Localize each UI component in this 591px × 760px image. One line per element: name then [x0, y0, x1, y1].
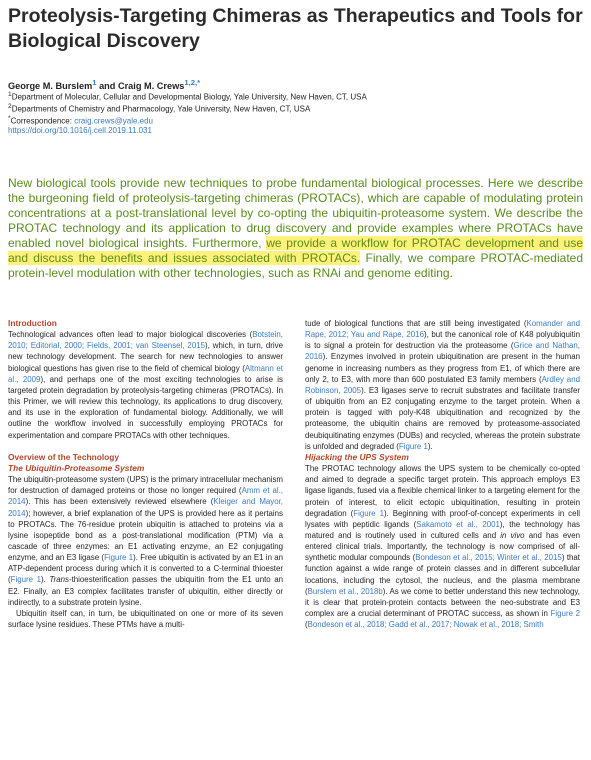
figure-link[interactable]: Figure 1	[104, 553, 134, 563]
citation-link[interactable]: Burslem et al., 2018b	[307, 586, 383, 596]
summary-text: Finally, we compare PROTAC-mediated protein-level modulation with other technologies, such as RNAi and genome editing.	[8, 251, 583, 280]
figure-link[interactable]: Figure 2	[550, 609, 580, 619]
citation-link[interactable]: Altmann et al., 2009	[8, 363, 283, 384]
italic-text: in vivo	[500, 530, 525, 540]
citation-link[interactable]: Bondeson et al., 2015; Winter et al., 2015	[415, 553, 562, 563]
highlighted-text: we provide a workflow for PROTAC development and use and discuss the benefits and issues associated with PROTACs.	[8, 236, 583, 265]
body-text: tude of biological functions that are still being investigated (	[305, 319, 527, 328]
affiliation-mark: 2	[8, 103, 12, 110]
affiliation-text: Department of Molecular, Cellular and Developmental Biology, Yale University, New Haven, CT, USA	[11, 92, 367, 102]
affiliation-text: Departments of Chemistry and Pharmacology, Yale University, New Haven, CT, USA	[11, 104, 311, 114]
article-title: Proteolysis-Targeting Chimeras as Therapeutics and Tools for Biological Discovery	[8, 5, 583, 52]
body-text: (	[305, 620, 308, 630]
body-text: ), which, in turn, drive new technology development. The search for new technologies to answer biological questions has given rise to the field of chemical biology (	[8, 341, 283, 373]
citation-link[interactable]: Botstein, 2010; Editorial, 2000; Fields, 2001; van Steensel, 2015	[8, 330, 283, 351]
author-affiliation-mark: 1	[92, 78, 97, 87]
author-affiliation-mark: 1,2,*	[184, 78, 201, 87]
body-text: ). E3 ligases serve to recruit substrates and facilitate transfer of ubiquitin from an E2 conjugating enzyme to the target protein. When a protein is tagged with poly-K48 ubiquitination and recognized by the proteasome, the ubiquitin chains are removed by proteasome-associated deubiquitinating enzymes (DUBs) and recycled, whereas the protein substrate is unfolded and degraded (	[305, 385, 580, 451]
body-text: -thioesterification passes the ubiquitin from the E1 unto an E2. Finally, an E3 complex facilitates transfer of ubiquitin, either directly or indirectly, to a substrate protein lysine.	[8, 575, 283, 607]
citation-link[interactable]: Sakamoto et al., 2001	[416, 519, 500, 529]
affiliation-mark: 1	[8, 91, 12, 98]
body-text: ), but the canonical role of K48 polyubiquitin is to signal a protein for destruction via the proteasome (	[305, 330, 580, 351]
summary-text: New biological tools provide new techniques to probe fundamental biological processes. Here we describe the burgeoning field of proteolysis-targeting chimeras (PROTACs), which are capable of modulating protein concentrations at a post-translational level by co-opting the ubiquitin-proteasome system. We describe the PROTAC technology and its application to drug discovery and provide examples where PROTACs have enabled novel biological insights. Furthermore,	[8, 176, 583, 250]
left-column	[8, 318, 283, 758]
right-column	[305, 318, 580, 758]
author-name: Craig M. Crews	[117, 81, 185, 92]
section-spacer	[8, 441, 283, 452]
summary-abstract	[8, 176, 583, 281]
author-name: George M. Burslem	[8, 81, 93, 92]
continued-paragraph	[305, 318, 580, 452]
body-text: Technological advances often lead to major biological discoveries (	[8, 330, 253, 340]
body-text: ). As we come to better understand this new technology, it is clear that protein-protein contacts between the neo-substrate and E3 complex are a crucial determinant of PROTAC success, as shown in	[305, 586, 580, 619]
body-text: ). Beginning with proof-of-concept experiments in cell lysates with peptidic ligands (	[305, 508, 580, 529]
citation-link[interactable]: Komander and Rape, 2012; Yau and Rape, 2016	[305, 319, 580, 340]
citation-link[interactable]: Ardley and Robinson, 2005	[305, 374, 580, 395]
ubiquitin-paragraph: Ubiquitin itself can, in turn, be ubiquitinated on one or more of its seven surface lysine residues. These PTMs have a multi-	[8, 608, 283, 630]
body-text: ), and perhaps one of the most exciting technologies to arise is targeted protein degradation by proteolysis-targeting chimeras (PROTACs). In this Primer, we will review this technology, its applications to drug discovery, and its use in the exploration of fundamental biology. Additionally, we will outline the workflow involved in successfully employing PROTACs for experimentation and compare PROTACs with other techniques.	[8, 374, 283, 440]
ups-paragraph	[8, 474, 283, 608]
body-text: and has even entered clinical trials. Importantly, the technology is now comprised of all-synthetic modular compounds (	[305, 530, 580, 563]
body-text: ). Enzymes involved in protein ubiquitination are present in the human genome in increasing numbers as they progress from E1, of which there are only 2, to E3, with more than 600 postulated E3 family members (	[305, 352, 580, 384]
hijacking-paragraph	[305, 463, 580, 630]
doi-line	[8, 125, 583, 136]
italic-text: Trans	[49, 575, 69, 585]
body-text: ).	[427, 441, 433, 451]
doi-link[interactable]: https://doi.org/10.1016/j.cell.2019.11.031	[8, 126, 152, 135]
figure-link[interactable]: Figure 1	[353, 508, 384, 518]
figure-link[interactable]: Figure 1	[10, 575, 41, 585]
citation-link[interactable]: Bondeson et al., 2018; Gadd et al., 2017; Nowak et al., 2018; Smith	[307, 620, 544, 630]
correspondence-email-link[interactable]: craig.crews@yale.edu	[74, 116, 154, 126]
body-text: The ubiquitin-proteasome system (UPS) is the primary intracellular mechanism for destruction of damaged proteins or those no longer required (	[8, 475, 283, 496]
correspondence-label: Correspondence:	[10, 116, 75, 126]
section-heading-overview: Overview of the Technology	[8, 451, 120, 462]
correspondence-mark: *	[8, 115, 11, 122]
introduction-paragraph	[8, 329, 283, 441]
citation-link[interactable]: Kleiger and Mayor, 2014	[8, 497, 283, 518]
citation-link[interactable]: Amm et al., 2014	[8, 486, 283, 507]
section-heading-introduction: Introduction	[8, 318, 57, 328]
author-conjunction: and	[96, 81, 118, 92]
body-text: ). Free ubiquitin is activated by an E1 in an ATP-dependent process during which it is converted to a C-terminal thioester (	[8, 553, 283, 585]
figure-link[interactable]: Figure 1	[398, 441, 428, 451]
body-text: ); however, a brief explanation of the UPS is provided here as it pertains to PROTACs. The 76-residue protein ubiquitin is attached to proteins via a lysine isopeptide bond as a post-translational modification (PTM) via a cascade of three enzymes: an E1 activating enzyme, an E2 conjugating enzyme, and an E3 ligase (	[8, 508, 283, 563]
subsection-heading-hijacking: Hijacking the UPS System	[305, 451, 409, 462]
body-text: ). This has been extensively reviewed elsewhere (	[25, 497, 214, 507]
body-text: The PROTAC technology allows the UPS system to be chemically co-opted and aimed to degrade a specific target protein. This approach employs E3 ligase ligands, fused via a flexible chemical linker to a targeting element for the protein of interest, to elicit ectopic ubiquitination, resulting in protein degradation (	[305, 464, 580, 518]
body-text: ).	[40, 575, 50, 585]
body-text: ) that function against a wide range of protein classes and in different subcellular locations, including the cytosol, the nucleus, and the plasma membrane (	[305, 553, 580, 596]
body-text: ), the technology has matured and is routinely used in cultured cells and	[305, 519, 580, 540]
citation-link[interactable]: Grice and Nathan, 2016	[305, 341, 580, 362]
subsection-heading-ups: The Ubiquitin-Proteasome System	[8, 462, 145, 473]
